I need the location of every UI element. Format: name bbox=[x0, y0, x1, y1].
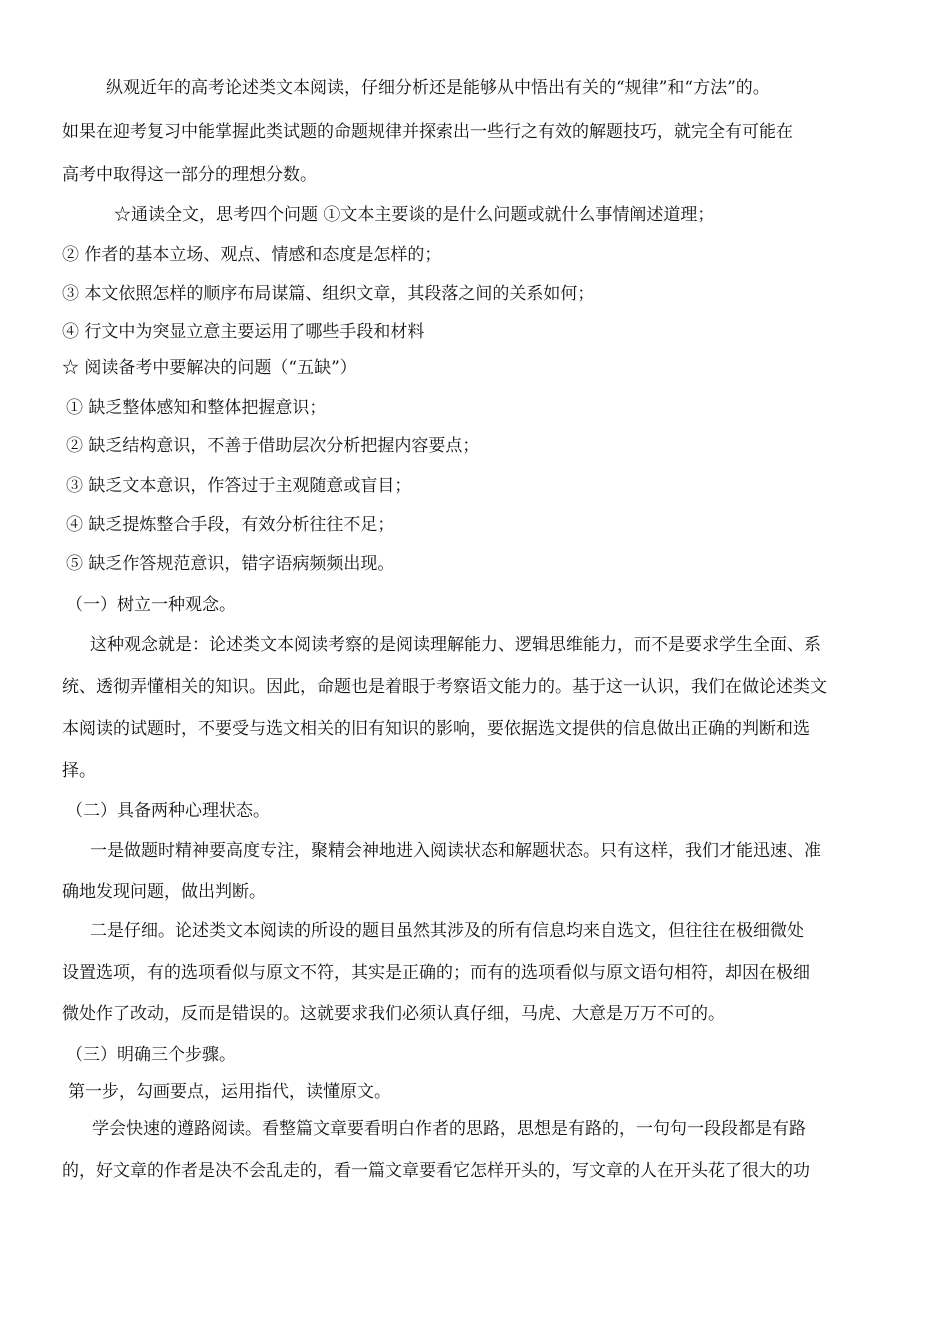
paragraph-intro-line-2: 如果在迎考复习中能掌握此类试题的命题规律并探索出一些行之有效的解题技巧，就完全有可能在 bbox=[62, 122, 793, 142]
question-item-2: ② 作者的基本立场、观点、情感和态度是怎样的； bbox=[62, 245, 442, 265]
section-2-line-2: 确地发现问题，做出判断。 bbox=[62, 882, 266, 902]
paragraph-intro-line-1: 纵观近年的高考论述类文本阅读，仔细分析还是能够从中悟出有关的“规律”和“方法”的。 bbox=[106, 78, 770, 98]
section-heading-2: （二）具备两种心理状态。 bbox=[66, 801, 270, 821]
lack-item-5: ⑤ 缺乏作答规范意识，错字语病频频出现。 bbox=[66, 554, 395, 574]
step-1-heading: 第一步，勾画要点，运用指代，读懂原文。 bbox=[68, 1082, 391, 1102]
five-lacks-heading: ☆ 阅读备考中要解决的问题（“五缺”） bbox=[62, 358, 357, 378]
section-1-line-3: 本阅读的试题时，不要受与选文相关的旧有知识的影响，要依据选文提供的信息做出正确的判断和选 bbox=[62, 719, 810, 739]
section-2-line-3: 二是仔细。论述类文本阅读的所设的题目虽然其涉及的所有信息均来自选文，但往往在极细微处 bbox=[90, 921, 804, 941]
lack-item-2: ② 缺乏结构意识，不善于借助层次分析把握内容要点； bbox=[66, 436, 480, 456]
section-1-line-4: 择。 bbox=[62, 761, 96, 781]
lack-item-3: ③ 缺乏文本意识，作答过于主观随意或盲目； bbox=[66, 476, 412, 496]
step-1-line-1: 学会快速的遵路阅读。看整篇文章要看明白作者的思路，思想是有路的，一句句一段段都是有路 bbox=[92, 1119, 806, 1139]
lack-item-4: ④ 缺乏提炼整合手段，有效分析往往不足； bbox=[66, 515, 395, 535]
four-questions-heading: ☆通读全文，思考四个问题 ①文本主要谈的是什么问题或就什么事情阐述道理； bbox=[114, 205, 715, 225]
section-heading-3: （三）明确三个步骤。 bbox=[66, 1045, 236, 1065]
question-item-3: ③ 本文依照怎样的顺序布局谋篇、组织文章，其段落之间的关系如何； bbox=[62, 284, 595, 304]
paragraph-intro-line-3: 高考中取得这一部分的理想分数。 bbox=[62, 165, 317, 185]
question-item-4: ④ 行文中为突显立意主要运用了哪些手段和材料 bbox=[62, 322, 425, 342]
section-1-line-1: 这种观念就是：论述类文本阅读考察的是阅读理解能力、逻辑思维能力，而不是要求学生全面、系 bbox=[90, 635, 821, 655]
section-1-line-2: 统、透彻弄懂相关的知识。因此，命题也是着眼于考察语文能力的。基于这一认识，我们在做论述类文 bbox=[62, 677, 827, 697]
section-2-line-1: 一是做题时精神要高度专注，聚精会神地进入阅读状态和解题状态。只有这样，我们才能迅速、准 bbox=[90, 841, 821, 861]
section-2-line-4: 设置选项，有的选项看似与原文不符，其实是正确的；而有的选项看似与原文语句相符，却因在极细 bbox=[62, 963, 810, 983]
lack-item-1: ① 缺乏整体感知和整体把握意识； bbox=[66, 398, 327, 418]
section-2-line-5: 微处作了改动，反而是错误的。这就要求我们必须认真仔细，马虎、大意是万万不可的。 bbox=[62, 1004, 725, 1024]
step-1-line-2: 的，好文章的作者是决不会乱走的，看一篇文章要看它怎样开头的，写文章的人在开头花了很大的功 bbox=[62, 1161, 810, 1181]
section-heading-1: （一）树立一种观念。 bbox=[66, 595, 236, 615]
